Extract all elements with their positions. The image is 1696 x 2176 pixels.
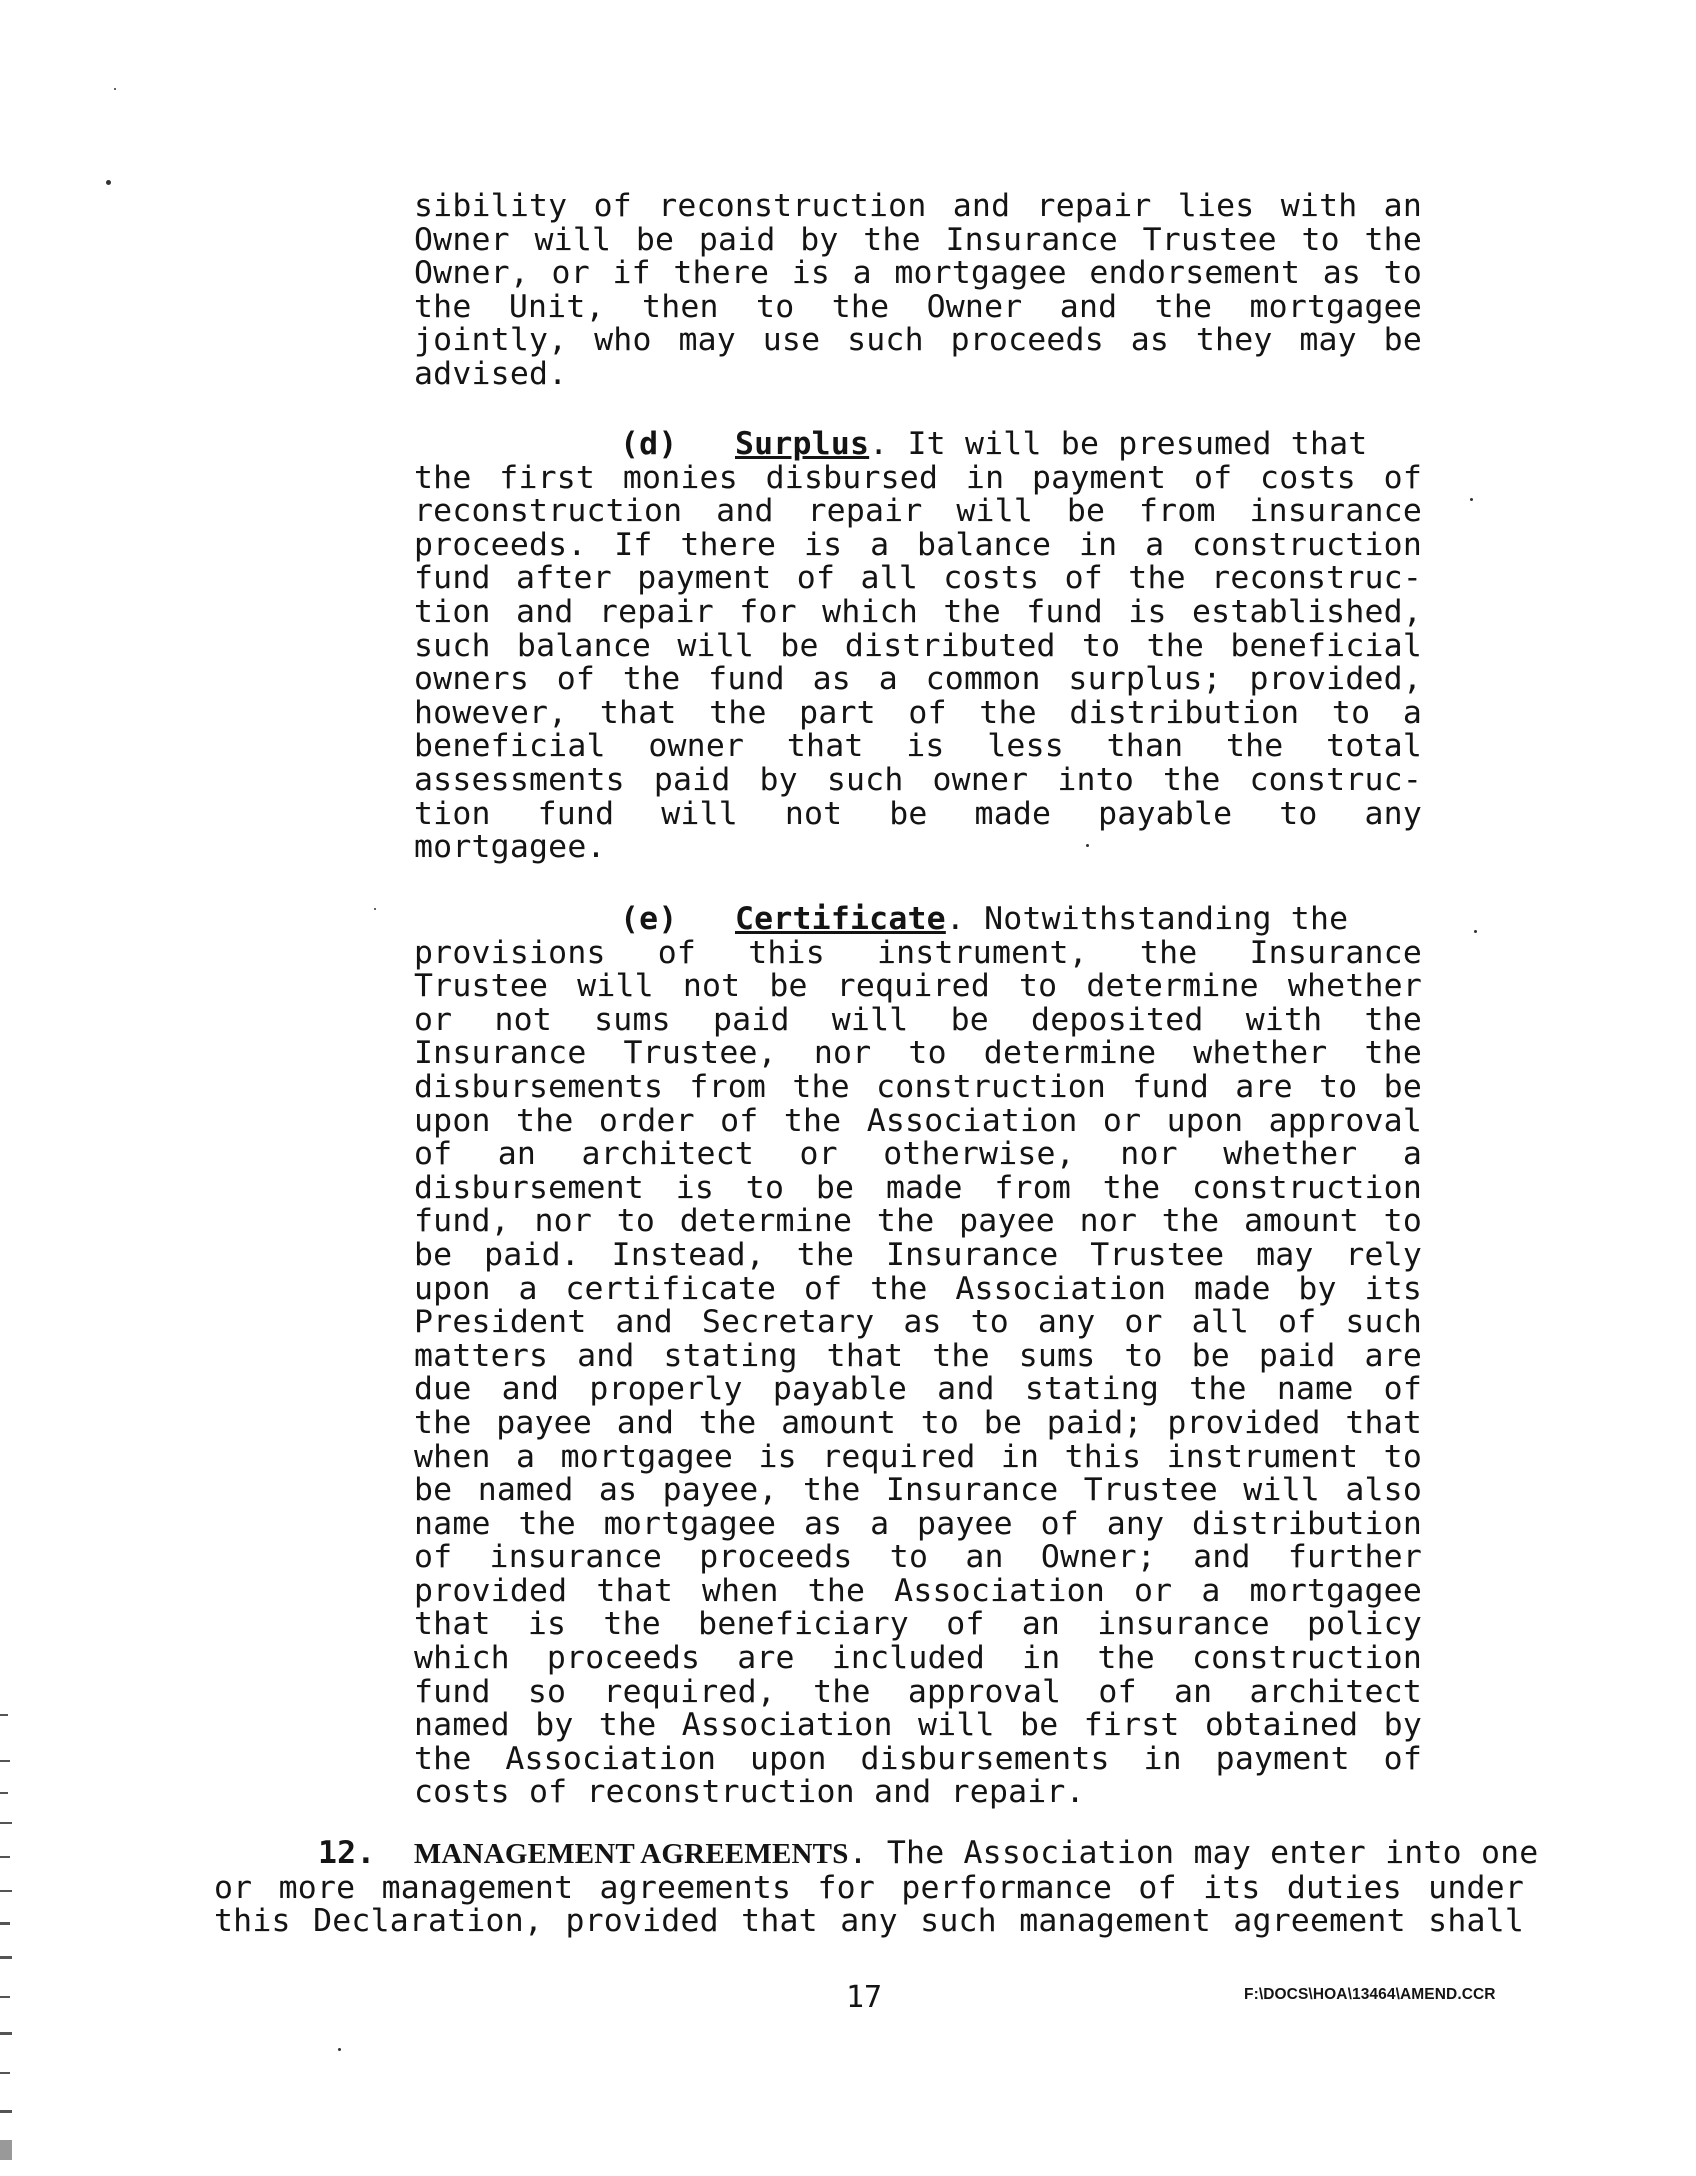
scan-edge-marks: [0, 1700, 14, 2176]
paragraph-d-line: such balance will be distributed to the beneficial: [414, 627, 1422, 664]
scan-edge-mark: [0, 2110, 12, 2113]
paragraph-e-line: upon a certificate of the Association made by its: [414, 1270, 1422, 1307]
paragraph-d-line: beneficial owner that is less than the total: [414, 728, 1422, 765]
paragraph-e-line: provided that when the Association or a mortgagee: [414, 1572, 1422, 1609]
scan-edge-mark: [0, 1792, 8, 1794]
scan-edge-mark: [0, 1922, 10, 1925]
scan-edge-mark: [0, 1956, 12, 1959]
paragraph-d-label: (d): [620, 426, 678, 462]
paragraph-e-line: name the mortgagee as a payee of any distribution: [414, 1505, 1422, 1542]
paragraph-e-line: fund so required, the approval of an architect: [414, 1673, 1422, 1710]
paragraph-d-line: reconstruction and repair will be from insurance: [414, 493, 1422, 530]
paragraph-e-line: be paid. Instead, the Insurance Trustee may rely: [414, 1236, 1422, 1273]
paragraph-e-first-line: [414, 903, 1422, 937]
scan-speck: [338, 2048, 341, 2051]
paragraph-e-line: due and properly payable and stating the name of: [414, 1371, 1422, 1408]
paragraph-e-line: named by the Association will be first obtained by: [414, 1707, 1422, 1744]
paragraph-d-line: owners of the fund as a common surplus; provided,: [414, 661, 1422, 698]
paragraph-e-line: President and Secretary as to any or all of such: [414, 1304, 1422, 1341]
paragraph-e-line: when a mortgagee is required in this instrument to: [414, 1438, 1422, 1475]
page-number: 17: [846, 1980, 883, 2015]
paragraph-e-line: fund, nor to determine the payee nor the amount to: [414, 1203, 1422, 1240]
paragraph-e-line: which proceeds are included in the construction: [414, 1640, 1422, 1677]
paragraph-c-line: advised.: [414, 355, 568, 392]
scan-edge-mark: [0, 1714, 8, 1716]
paragraph-e-label: (e): [620, 901, 678, 937]
scan-edge-mark: [0, 1996, 10, 1998]
scan-speck: [106, 180, 111, 185]
paragraph-c-line: sibility of reconstruction and repair lies with an: [414, 188, 1422, 224]
paragraph-d-body: [414, 459, 1422, 866]
paragraph-e-line: the Association upon disbursements in payment of: [414, 1740, 1422, 1777]
scan-edge-mark: [0, 2072, 10, 2074]
section-12-line: this Declaration, provided that any such management agreement shall: [214, 1903, 1524, 1940]
scan-edge-mark: [0, 1822, 12, 1824]
file-path: F:\DOCS\HOA\13464\AMEND.CCR: [1244, 1986, 1496, 2003]
paragraph-c-continuation: [414, 190, 1422, 392]
paragraph-e-line: Insurance Trustee, nor to determine whether the: [414, 1035, 1422, 1072]
scan-edge-mark: [0, 1856, 10, 1858]
paragraph-e-line: provisions of this instrument, the Insurance: [414, 934, 1422, 971]
section-12-management-agreements: [214, 1835, 1539, 1940]
paragraph-e-line: that is the beneficiary of an insurance policy: [414, 1606, 1422, 1643]
paragraph-d-surplus: [414, 428, 1422, 865]
paragraph-e-line: upon the order of the Association or upon approval: [414, 1102, 1422, 1139]
section-12-first-line: [214, 1835, 1539, 1872]
scan-edge-mark: [0, 2032, 12, 2035]
paragraph-e-line: of insurance proceeds to an Owner; and further: [414, 1539, 1422, 1576]
paragraph-c-line: Owner will be paid by the Insurance Trustee to the: [414, 221, 1422, 258]
paragraph-d-line: proceeds. If there is a balance in a construction: [414, 526, 1422, 563]
paragraph-d-heading: Surplus: [735, 426, 870, 462]
section-12-heading: MANAGEMENT AGREEMENTS: [413, 1838, 849, 1870]
section-12-body: [214, 1869, 1524, 1940]
scan-edge-mark: [0, 2140, 12, 2160]
paragraph-e-first-line-text: . Notwithstanding the: [945, 901, 1349, 937]
paragraph-e-line: matters and stating that the sums to be paid are: [414, 1337, 1422, 1374]
paragraph-c-line: the Unit, then to the Owner and the mortgagee: [414, 288, 1422, 325]
paragraph-e-line: the payee and the amount to be paid; provided that: [414, 1404, 1422, 1441]
paragraph-e-line: of an architect or otherwise, nor whether a: [414, 1136, 1422, 1173]
paragraph-c-line: jointly, who may use such proceeds as they may be: [414, 322, 1422, 359]
scan-speck: [1474, 930, 1477, 933]
scan-speck: [114, 88, 116, 90]
scan-edge-mark: [0, 1760, 10, 1762]
paragraph-d-first-line: [414, 428, 1422, 462]
paragraph-d-line: tion fund will not be made payable to any: [414, 795, 1422, 832]
paragraph-e-line: Trustee will not be required to determine whether: [414, 968, 1422, 1005]
scan-speck: [1086, 844, 1089, 847]
paragraph-d-line: the first monies disbursed in payment of costs of: [414, 459, 1422, 496]
paragraph-d-line: tion and repair for which the fund is established,: [414, 593, 1422, 630]
scan-speck: [1470, 498, 1473, 501]
paragraph-e-line: be named as payee, the Insurance Trustee will also: [414, 1472, 1422, 1509]
paragraph-e-line: disbursements from the construction fund are to be: [414, 1068, 1422, 1105]
section-12-line: or more management agreements for performance of its duties under: [214, 1869, 1524, 1906]
section-12-first-line-text: . The Association may enter into one: [848, 1835, 1539, 1871]
paragraph-e-line: disbursement is to be made from the construction: [414, 1169, 1422, 1206]
paragraph-e-line: costs of reconstruction and repair.: [414, 1774, 1085, 1811]
paragraph-d-line: mortgagee.: [414, 829, 606, 866]
scan-speck: [374, 908, 376, 910]
paragraph-e-body: [414, 934, 1422, 1811]
paragraph-d-line: fund after payment of all costs of the reconstruc-: [414, 560, 1422, 597]
paragraph-e-line: or not sums paid will be deposited with the: [414, 1001, 1422, 1038]
paragraph-e-heading: Certificate: [735, 901, 946, 937]
scan-edge-mark: [0, 1890, 12, 1892]
section-12-number: 12.: [318, 1835, 376, 1871]
paragraph-e-certificate: [414, 903, 1422, 1810]
paragraph-d-first-line-text: . It will be presumed that: [869, 426, 1368, 462]
paragraph-c-line: Owner, or if there is a mortgagee endorsement as to: [414, 255, 1422, 292]
paragraph-d-line: assessments paid by such owner into the construc-: [414, 761, 1422, 798]
paragraph-d-line: however, that the part of the distribution to a: [414, 694, 1422, 731]
